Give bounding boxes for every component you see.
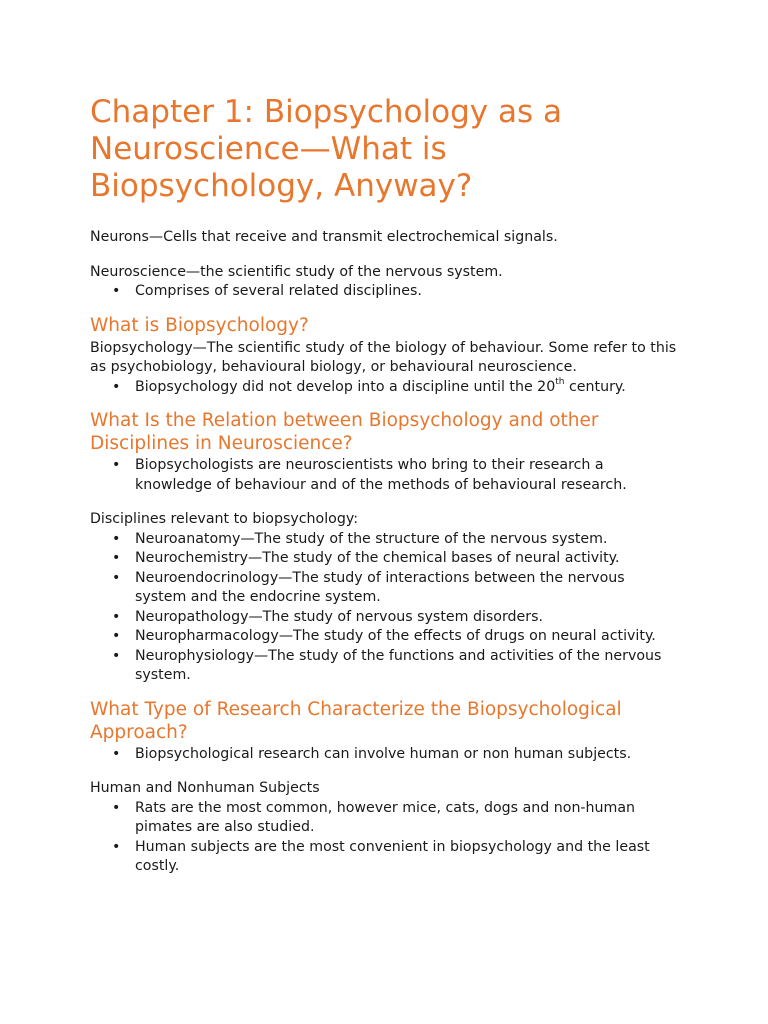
list-item: • Neurochemistry—The study of the chemical bases of neural activity. (90, 549, 680, 569)
disciplines-list (90, 530, 680, 686)
neuroscience-definition: Neuroscience—the scientific study of the nervous system. (90, 263, 503, 280)
bullet-glyph: • (112, 799, 121, 816)
neurons-definition: Neurons—Cells that receive and transmit electrochemical signals. (90, 229, 558, 245)
relation-list (90, 456, 680, 495)
bullet-glyph: • (112, 628, 121, 644)
chapter-title: Chapter 1: Biopsychology as a Neuroscience—What is Biopsychology, Anyway? (90, 94, 562, 204)
list-item: • Biopsychology did not develop into a discipline until the 20th century. (90, 378, 680, 398)
list-item: • Human subjects are the most convenient in biopsychology and the least costly. (112, 838, 650, 874)
list-item: • Neuroendocrinology—The study of interactions between the nervous system and the endocrine system. (112, 569, 625, 605)
list-item: • Neuropathology—The study of nervous system disorders. (90, 608, 680, 628)
biopsychology-definition: Biopsychology—The scientific study of the biology of behaviour. Some refer to this as psychobiology, behavioural biology, or behavioural neuroscience. (90, 339, 677, 375)
neuroscience-list (90, 282, 680, 302)
list-item: • Neuropharmacology—The study of the effects of drugs on neural activity. (90, 627, 680, 647)
bullet-glyph: • (112, 647, 121, 664)
list-item: • Neurophysiology—The study of the functions and activities of the nervous system. (112, 647, 662, 683)
bullet-glyph: • (112, 550, 121, 566)
bullet-glyph: • (112, 838, 121, 855)
subjects-intro: Human and Nonhuman Subjects (90, 780, 320, 796)
bullet-glyph: • (112, 745, 121, 762)
section-heading-what-is-biopsychology: What is Biopsychology? (90, 314, 309, 336)
subjects-list (90, 799, 680, 877)
list-item: • Comprises of several related disciplines. (90, 282, 680, 302)
disciplines-intro: Disciplines relevant to biopsychology: (90, 511, 359, 527)
bullet-glyph: • (112, 457, 121, 473)
section-heading-research-type: What Type of Research Characterize the Biopsychological Approach? (90, 698, 622, 743)
biopsychology-list (90, 378, 680, 398)
bullet-glyph: • (112, 378, 121, 395)
bullet-glyph: • (112, 608, 121, 625)
section-heading-relation: What Is the Relation between Biopsychology and other Disciplines in Neuroscience? (90, 410, 599, 454)
research-list (90, 745, 680, 765)
list-item: • Rats are the most common, however mice, cats, dogs and non-human pimates are also studied. (112, 799, 636, 835)
bullet-glyph: • (112, 283, 121, 299)
bullet-glyph: • (112, 569, 121, 586)
list-item: • Biopsychologists are neuroscientists who bring to their research a knowledge of behaviour and of the methods of behavioural research. (112, 457, 627, 493)
document-page (90, 94, 680, 877)
bullet-glyph: • (112, 530, 121, 547)
list-item: • Neuroanatomy—The study of the structure of the nervous system. (90, 530, 680, 550)
list-item: • Biopsychological research can involve human or non human subjects. (90, 745, 680, 765)
